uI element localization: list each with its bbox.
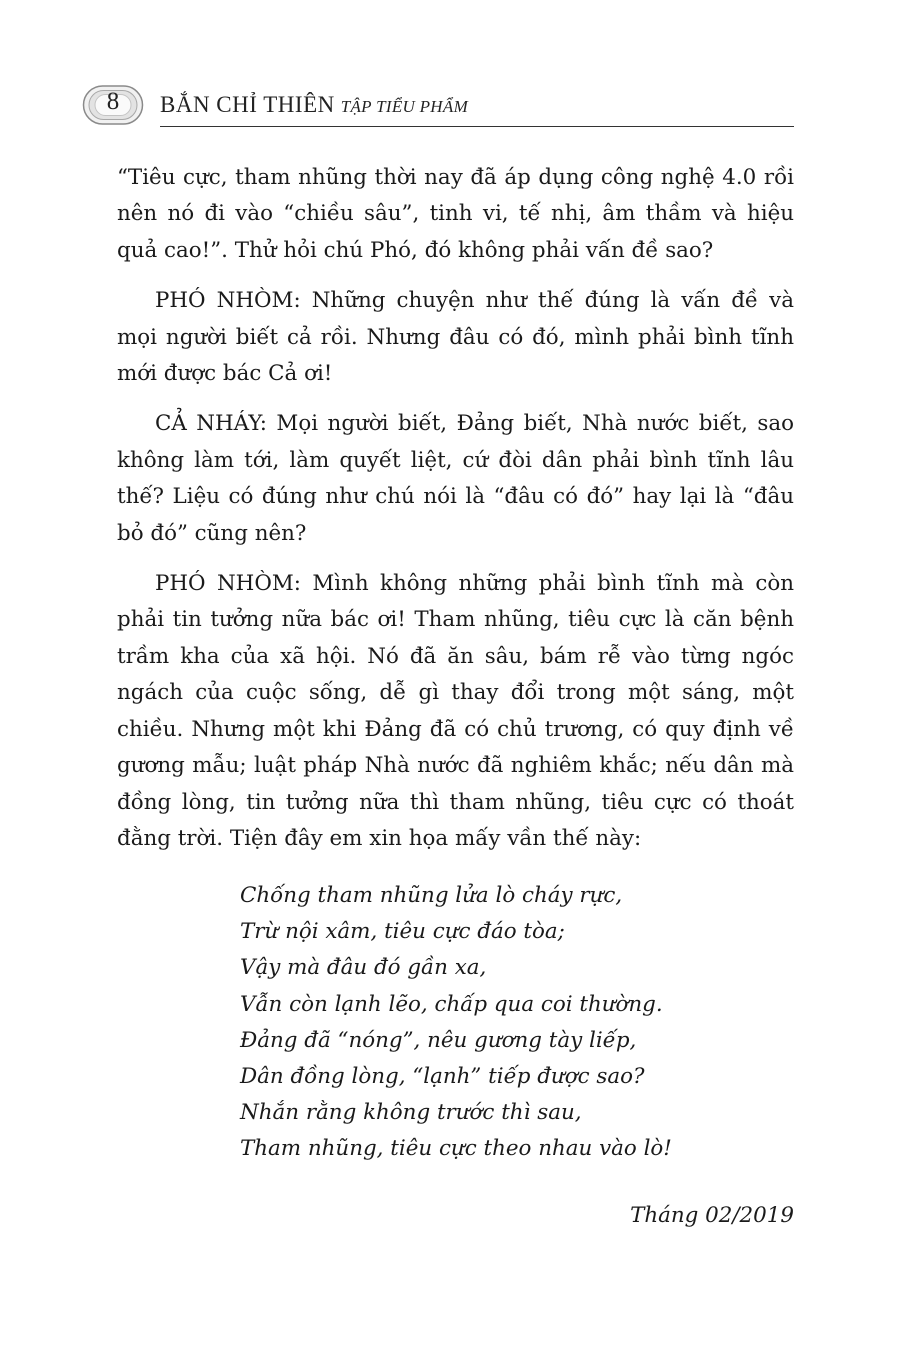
header-divider <box>160 126 794 127</box>
paragraph: PHÓ NHÒM: Những chuyện như thế đúng là vấn đề và mọi người biết cả rồi. Nhưng đâu có đó, mình phải bình tĩnh mới được bác Cả ơi! <box>117 288 794 387</box>
book-subtitle: TẬP TIỂU PHẨM <box>340 97 469 116</box>
poem-line: Tham nhũng, tiêu cực theo nhau vào lò! <box>240 1136 672 1162</box>
poem-line: Vẫn còn lạnh lẽo, chấp qua coi thường. <box>240 991 663 1017</box>
page-number-badge <box>82 84 144 126</box>
paragraph: “Tiêu cực, tham nhũng thời nay đã áp dụng công nghệ 4.0 rồi nên nó đi vào “chiều sâu”, tinh vi, tế nhị, âm thầm và hiệu quả cao!”. Thử hỏi chú Phó, đó không phải vấn đề sao? <box>117 165 794 263</box>
poem-line: Nhắn rằng không trước thì sau, <box>240 1100 582 1126</box>
book-title-line <box>160 92 468 118</box>
date-signature: Tháng 02/2019 <box>630 1203 794 1228</box>
poem-line: Dân đồng lòng, “lạnh” tiếp được sao? <box>240 1064 645 1090</box>
poem-line: Chống tham nhũng lửa lò cháy rực, <box>240 883 623 908</box>
poem-line: Vậy mà đâu đó gần xa, <box>240 955 487 981</box>
book-title: BẮN CHỈ THIÊN <box>160 92 335 117</box>
paragraph: PHÓ NHÒM: Mình không những phải bình tĩnh mà còn phải tin tưởng nữa bác ơi! Tham nhũng, tiêu cực là căn bệnh trầm kha của xã hội. Nó đã ăn sâu, bám rễ vào từng ngóc ngách của cuộc sống, dễ gì thay đổi trong một sáng, một chiều. Nhưng một khi Đảng đã có chủ trương, có quy định về gương mẫu; luật pháp Nhà nước đã nghiêm khắc; nếu dân mà đồng lòng, tin tưởng nữa thì tham nhũng, tiêu cực có thoát đằng trời. Tiện đây em xin họa mấy vần thế này: <box>117 571 794 851</box>
poem-line: Trừ nội xâm, tiêu cực đáo tòa; <box>240 919 565 945</box>
paragraph: CẢ NHÁY: Mọi người biết, Đảng biết, Nhà nước biết, sao không làm tới, làm quyết liệt, cứ đòi dân phải bình tĩnh lâu thế? Liệu có đúng như chú nói là “đâu có đó” hay lại là “đâu bỏ đó” cũng nên? <box>117 411 794 546</box>
body-text <box>117 160 794 857</box>
page-header <box>82 84 794 130</box>
poem-line: Đảng đã “nóng”, nêu gương tày liếp, <box>240 1027 637 1053</box>
poem <box>240 878 672 1168</box>
page-number: 8 <box>106 88 120 115</box>
